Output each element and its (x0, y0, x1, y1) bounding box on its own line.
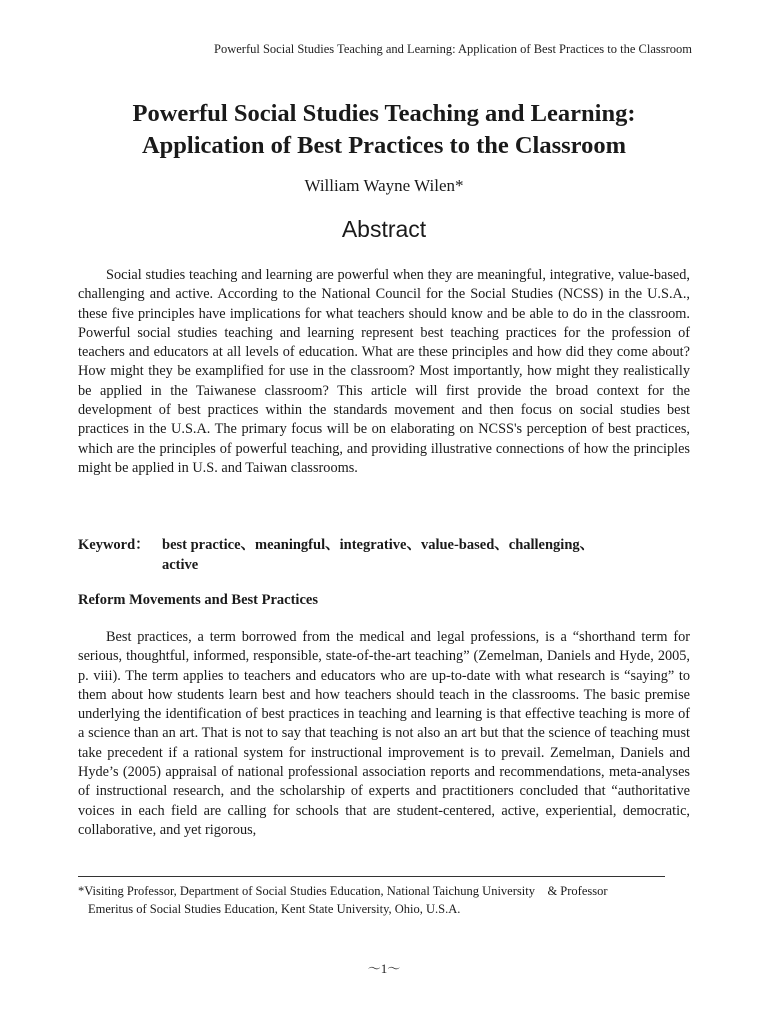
author-name: William Wayne Wilen* (304, 176, 464, 195)
keywords-line-1 (78, 536, 690, 556)
abstract-heading: Abstract (341, 216, 427, 242)
title-line-2: Application of Best Practices to the Classroom (141, 132, 627, 159)
keywords-line-2: active (162, 556, 199, 573)
body-paragraph: Best practices, a term borrowed from the medical and legal professions, is a “shorthand term for serious, thoughtful, informed, responsible, state-of-the-art teaching” (Zemelman, Daniels and Hyde, 2005, p. viii). The term applies to teachers and educators who are up-to-date with what research is “saying” to them about how students learn best and how teachers should teach in the classrooms. The basic premise underlying the identification of best practices in teaching and learning is that effective teaching is more of a science than an art. That is not to say that teaching is not also an art but that the science of teaching must take precedent if a rational system for instructional improvement is to prevail. Zemelman, Daniels and Hyde’s (2005) appraisal of national professional association reports and recommendations, meta-analyses of instructional research, and the scholarship of experts and practitioners concluded that “authoritative voices in each field are calling for schools that are student-centered, active, experiential, democratic, collaborative, and yet rigorous, (78, 629, 690, 838)
page-number: ～1～ (367, 961, 401, 976)
keywords-list: best practice、meaningful、integrative、value-based、challenging、 (162, 537, 595, 553)
abstract-paragraph: Social studies teaching and learning are powerful when they are meaningful, integrative, value-based, challenging and active. According to the National Council for the Social Studies (NCSS) in the U.S.A., these five principles have implications for what teachers should know and be able to do in the classroom. Powerful social studies teaching and learning represent best teaching practices for the profession of teachers and educators at all levels of education. What are these principles and how did they come about? How might they be examplified for use in the classroom? Most importantly, how might they realistically be applied in the Taiwanese classroom? This article will first provide the broad context for the development of best practices within the standards movement and then focus on social studies best practices in the U.S.A. The primary focus will be on elaborating on NCSS's perception of best practices, which are the principles of powerful teaching, and providing illustrative connections of how the principles might be applied in U.S. and Taiwan classrooms. (78, 267, 690, 476)
footnote-line-2: Emeritus of Social Studies Education, Kent State University, Ohio, U.S.A. (88, 902, 461, 916)
running-header: Powerful Social Studies Teaching and Learning: Application of Best Practices to the Classroom (214, 42, 692, 56)
footnote-divider (78, 876, 665, 877)
keywords-label: Keyword： (78, 537, 150, 553)
section-heading: Reform Movements and Best Practices (78, 592, 318, 608)
keywords (78, 536, 690, 575)
paper-title (60, 98, 708, 162)
footnote (78, 882, 708, 918)
title-line-1: Powerful Social Studies Teaching and Learning: (132, 100, 636, 127)
footnote-line-1: *Visiting Professor, Department of Social Studies Education, National Taichung University & Professor (78, 884, 608, 898)
